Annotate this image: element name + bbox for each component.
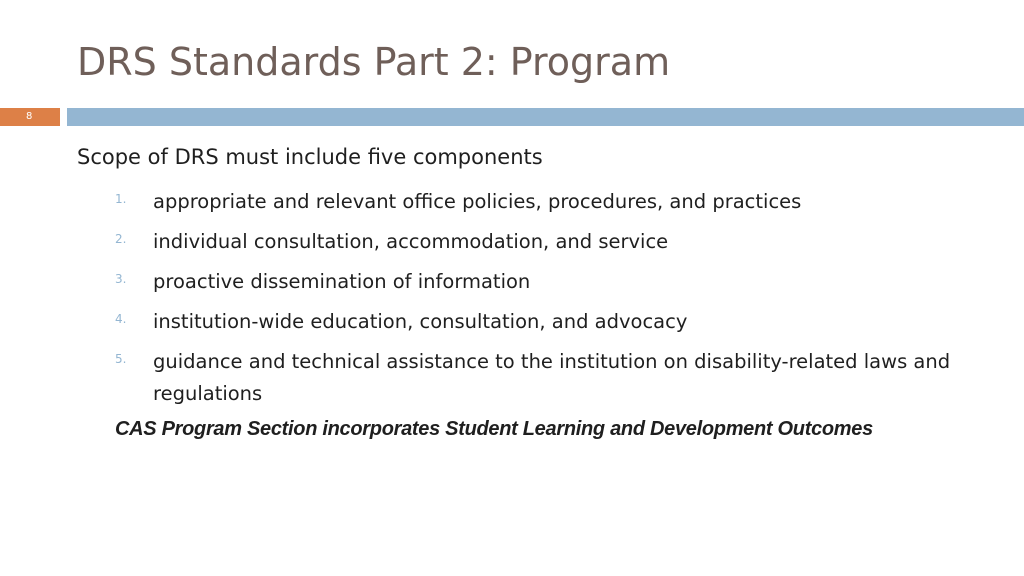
list-item-number: 4. [115,312,127,326]
list-item-number: 1. [115,192,127,206]
list-item-text: individual consultation, accommodation, and service [153,230,669,253]
list-item-text: guidance and technical assistance to the institution on disability-related laws and regulations [153,350,951,405]
list-item-text: proactive dissemination of information [153,270,531,293]
list-item-number: 3. [115,272,127,286]
list-item-number: 2. [115,232,127,246]
list-item [0,186,1000,226]
list-item-number: 5. [115,352,127,366]
cas-note: CAS Program Section incorporates Student Learning and Development Outcomes [115,418,873,440]
slide-number: 8 [26,111,33,122]
list-item [0,306,1000,346]
list-item [0,226,1000,266]
accent-bar [67,108,1024,126]
list-item-text: appropriate and relevant office policies, procedures, and practices [153,190,802,213]
slide-title: DRS Standards Part 2: Program [77,40,671,84]
list-item [0,266,1000,306]
list-item-text: institution-wide education, consultation, and advocacy [153,310,688,333]
list-item [0,346,1000,410]
components-list [0,186,1000,410]
intro-text: Scope of DRS must include five components [77,145,543,169]
